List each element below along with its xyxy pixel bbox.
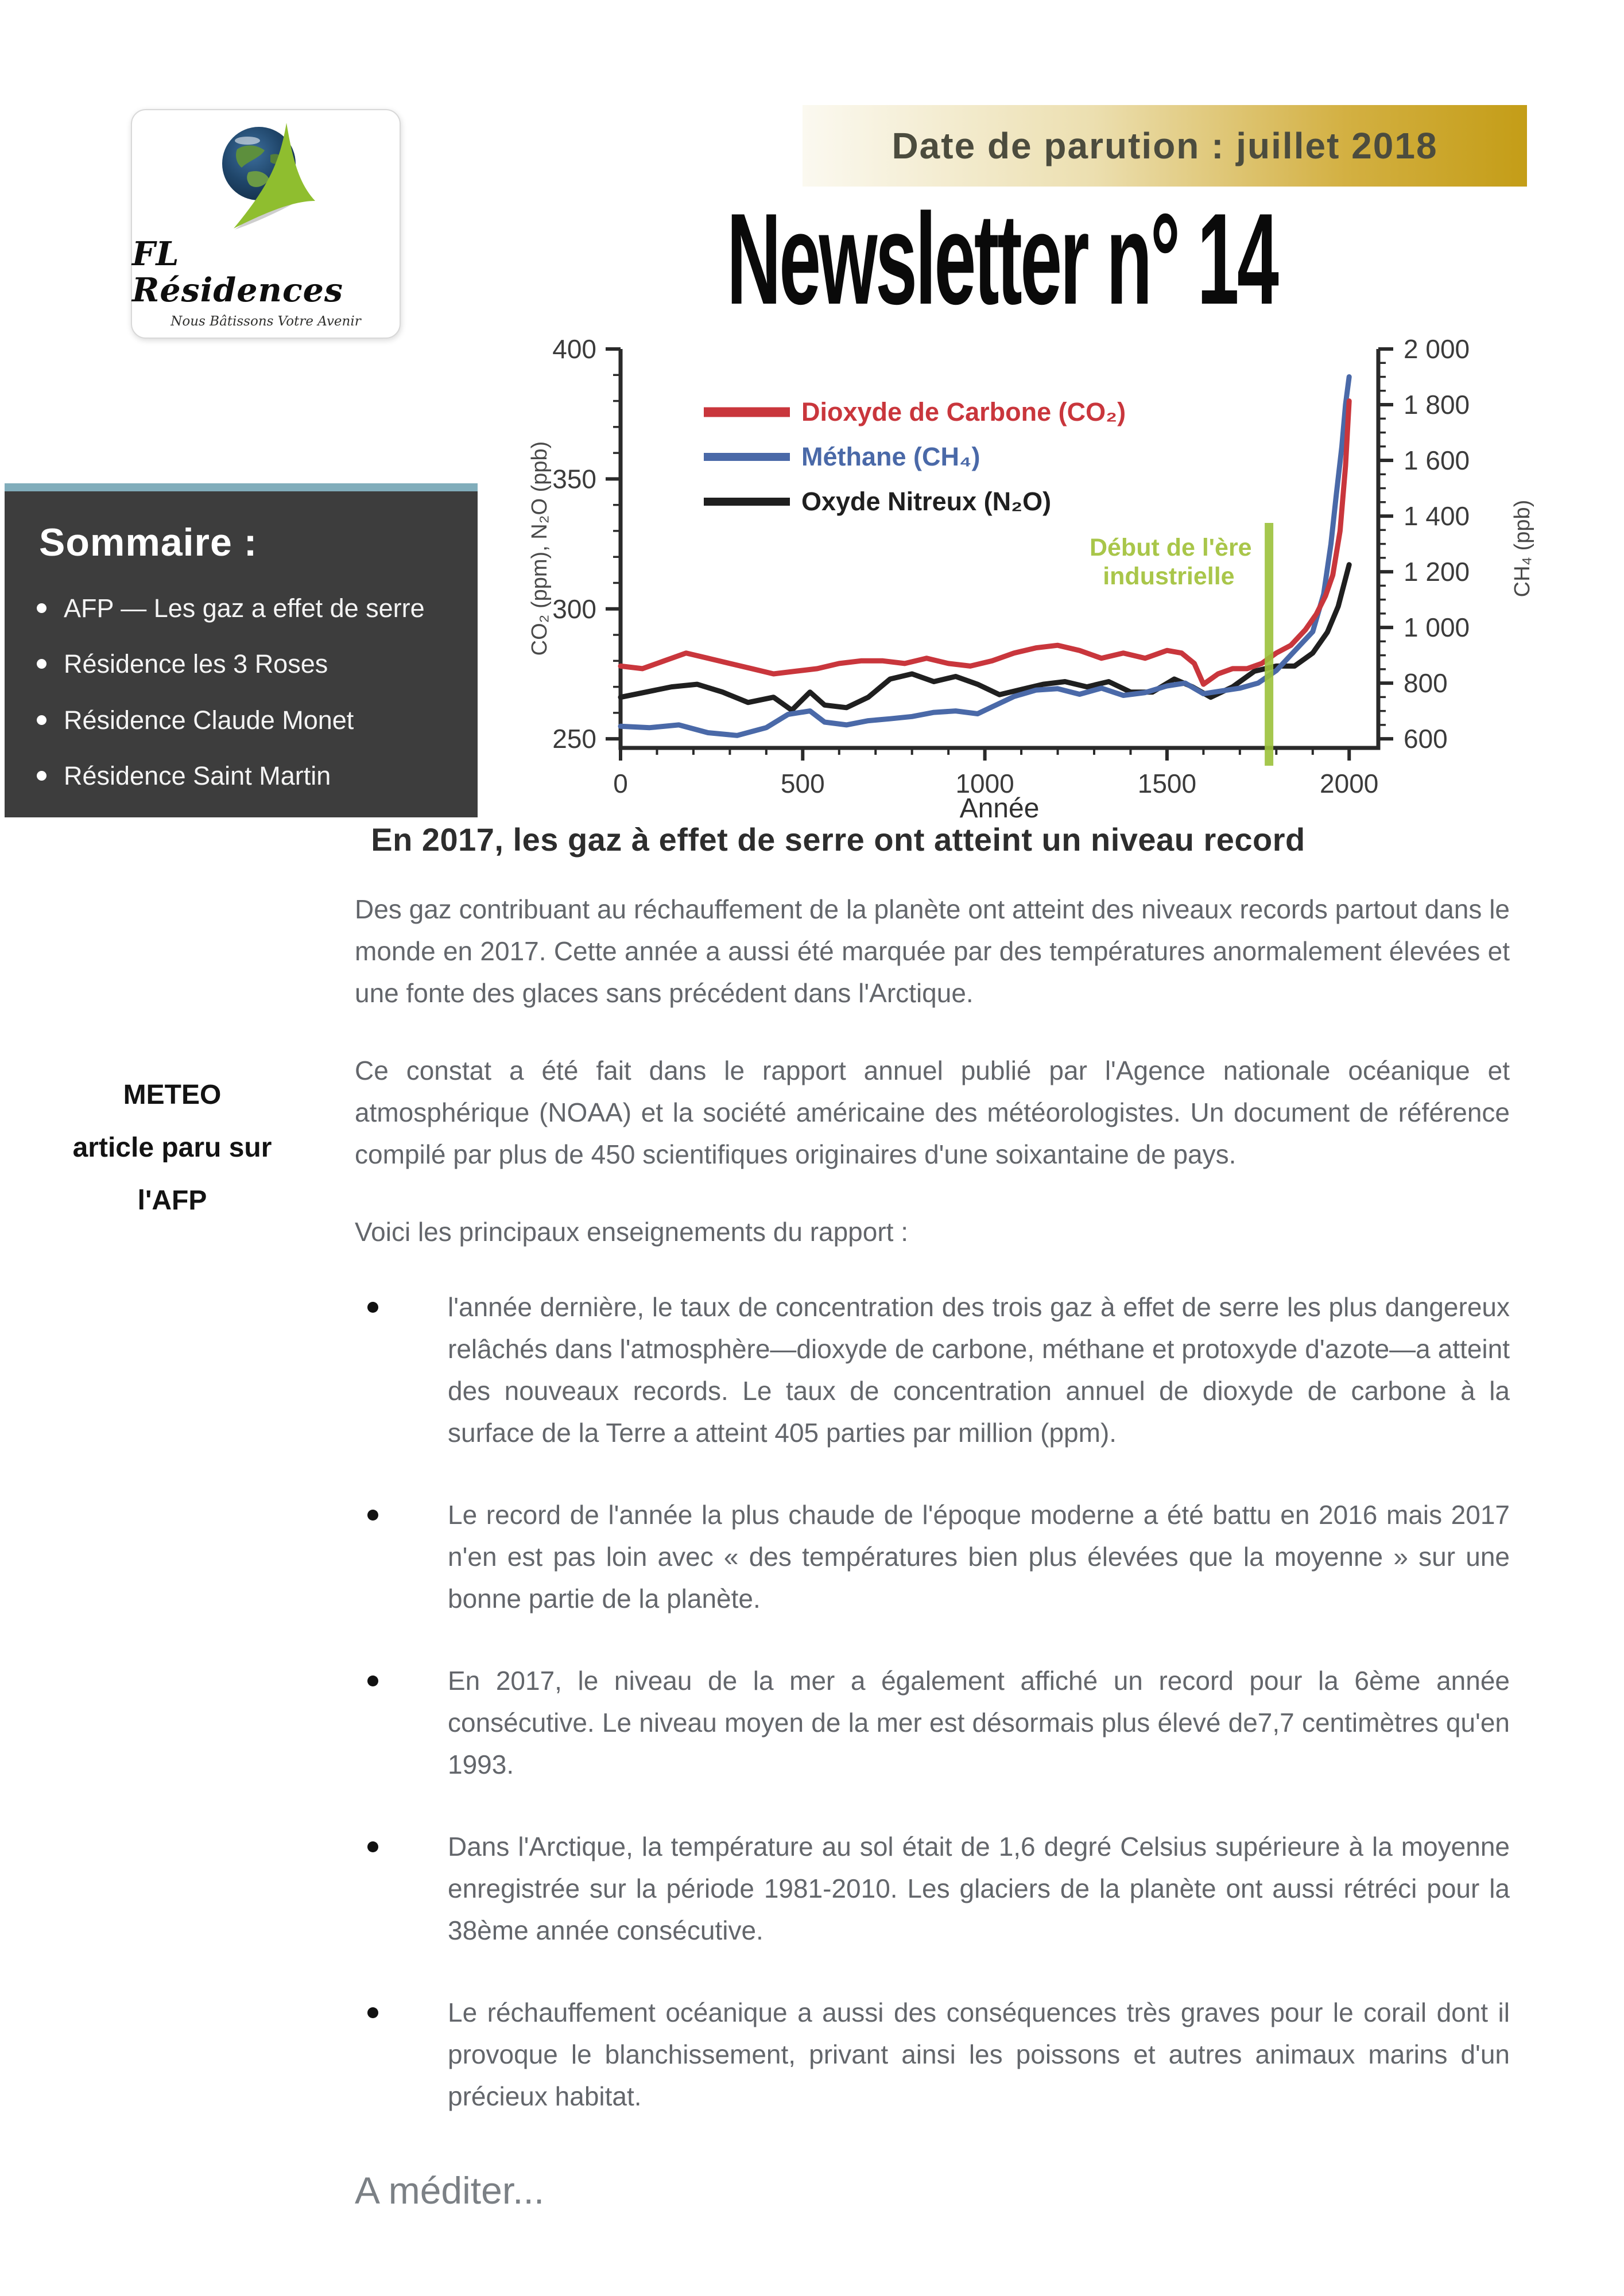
- bullet-dot-icon: [367, 2007, 378, 2018]
- paragraph: Ce constat a été fait dans le rapport annuel publié par l'Agence nationale océanique et atmosphérique (NOAA) et la société américaine des météorologistes. Un document de référence compilé par plus de 450 scientifiques originaires d'une soixantaine de pays.: [355, 1056, 1510, 1169]
- bullet-dot-icon: [37, 715, 46, 725]
- chart-legend: [704, 397, 1126, 516]
- svg-text:CO₂ (ppm), N₂O (ppb): CO₂ (ppm), N₂O (ppb): [528, 441, 552, 656]
- svg-text:350: 350: [552, 464, 596, 494]
- globe-logo-icon: [180, 115, 352, 236]
- svg-text:400: 400: [552, 334, 596, 364]
- meteo-side-label: METEO article paru sur l'AFP: [72, 1080, 272, 1216]
- svg-text:600: 600: [1404, 724, 1448, 754]
- y-axis-left: [528, 334, 621, 754]
- list-item: Le réchauffement océanique a aussi des conséquences très graves pour le corail dont il provoque le blanchissement, privant ainsi les poissons et autres animaux marins d'un précieux habitat.: [355, 1992, 1510, 2117]
- bullet-dot-icon: [367, 1302, 378, 1313]
- list-item: l'année dernière, le taux de concentration des trois gaz à effet de serre les plus dangereux relâchés dans l'atmosphère—dioxyde de carbone, méthane et protoxyde d'azote—a atteint des nouveaux records. Le taux de concentration annuel de dioxyde de carbone à la surface de la Terre a atteint 405 parties par million (ppm).: [355, 1286, 1510, 1454]
- publication-date-banner: [803, 105, 1527, 187]
- svg-text:250: 250: [552, 724, 596, 754]
- paragraph-lead-in: Voici les principaux enseignements du rapport :: [355, 1217, 909, 1247]
- sommaire-list: [37, 595, 452, 789]
- article-headline: En 2017, les gaz à effet de serre ont atteint un niveau record: [371, 821, 1305, 858]
- svg-text:industrielle: industrielle: [1103, 563, 1235, 590]
- company-logo: [131, 109, 401, 339]
- bullet-dot-icon: [367, 1510, 378, 1521]
- svg-text:Année: Année: [959, 793, 1040, 824]
- svg-text:800: 800: [1404, 668, 1448, 699]
- sommaire-title: Sommaire :: [39, 521, 258, 564]
- x-axis: [613, 748, 1378, 824]
- bullet-dot-icon: [37, 771, 46, 781]
- svg-text:0: 0: [613, 769, 628, 798]
- y-axis-right: [1378, 334, 1534, 754]
- legend-entry-co2: [704, 397, 1126, 426]
- sommaire-item-afp: AFP — Les gaz a effet de serre: [37, 595, 452, 622]
- greenhouse-gases-chart: [514, 325, 1552, 830]
- bullet-dot-icon: [367, 1676, 378, 1686]
- bullet-dot-icon: [367, 1841, 378, 1852]
- sommaire-item-saint-martin: Résidence Saint Martin: [37, 762, 452, 789]
- svg-text:1 800: 1 800: [1404, 390, 1470, 420]
- list-item: Le record de l'année la plus chaude de l'époque moderne a été battu en 2016 mais 2017 n'en est pas loin avec « des températures bien plus élevées que la moyenne » sur une bonne partie de la planète.: [355, 1494, 1510, 1620]
- ghg-chart-svg: [514, 325, 1552, 830]
- svg-text:Début de l'ère: Début de l'ère: [1089, 534, 1252, 561]
- bullet-dot-icon: [37, 659, 46, 669]
- a-mediter-heading: A méditer...: [355, 2169, 545, 2212]
- svg-text:Dioxyde de Carbone (CO₂): Dioxyde de Carbone (CO₂): [801, 397, 1126, 426]
- logo-tagline: Nous Bâtissons Votre Avenir: [170, 314, 361, 329]
- sommaire-item-3roses: Résidence les 3 Roses: [37, 650, 452, 677]
- bullet-dot-icon: [37, 603, 46, 613]
- svg-text:1500: 1500: [1137, 769, 1197, 798]
- svg-text:Oxyde Nitreux (N₂O): Oxyde Nitreux (N₂O): [801, 487, 1052, 516]
- logo-name: FL Résidences: [132, 235, 344, 309]
- legend-entry-n2o: [704, 487, 1051, 516]
- svg-text:Méthane (CH₄): Méthane (CH₄): [801, 442, 980, 471]
- svg-text:2 000: 2 000: [1404, 334, 1470, 364]
- svg-text:CH₄ (ppb): CH₄ (ppb): [1510, 499, 1534, 598]
- page-title: Newsletter n° 14: [726, 185, 1277, 331]
- svg-text:1 200: 1 200: [1404, 557, 1470, 587]
- svg-text:1 600: 1 600: [1404, 445, 1470, 476]
- industrial-era-label: [1090, 534, 1252, 590]
- paragraph: Des gaz contribuant au réchauffement de la planète ont atteint des niveaux records partout dans le monde en 2017. Cette année a aussi été marquée par des températures anormalement élevées et une fonte des glaces sans précédent dans l'Arctique.: [355, 894, 1510, 1008]
- sommaire-box: [5, 483, 478, 817]
- list-item: Dans l'Arctique, la température au sol était de 1,6 degré Celsius supérieure à la moyenne enregistrée sur la période 1981-2010. Les glaciers de la planète ont aussi rétréci pour la 38ème année consécutive.: [355, 1826, 1510, 1952]
- svg-text:1 400: 1 400: [1404, 501, 1470, 532]
- svg-text:1000: 1000: [955, 769, 1014, 798]
- legend-entry-ch4: [704, 442, 980, 471]
- svg-text:500: 500: [780, 769, 825, 798]
- sommaire-item-claude-monet: Résidence Claude Monet: [37, 707, 452, 734]
- svg-text:300: 300: [552, 594, 596, 624]
- svg-text:2000: 2000: [1320, 769, 1379, 798]
- article-body: [355, 889, 1510, 2158]
- publication-date-text: Date de parution : juillet 2018: [892, 125, 1438, 166]
- key-findings-list: [355, 1286, 1510, 2117]
- svg-text:1 000: 1 000: [1404, 612, 1470, 643]
- list-item: En 2017, le niveau de la mer a également affiché un record pour la 6ème année consécutive. Le niveau moyen de la mer est désormais plus élevé de7,7 centimètres qu'en 1993.: [355, 1660, 1510, 1786]
